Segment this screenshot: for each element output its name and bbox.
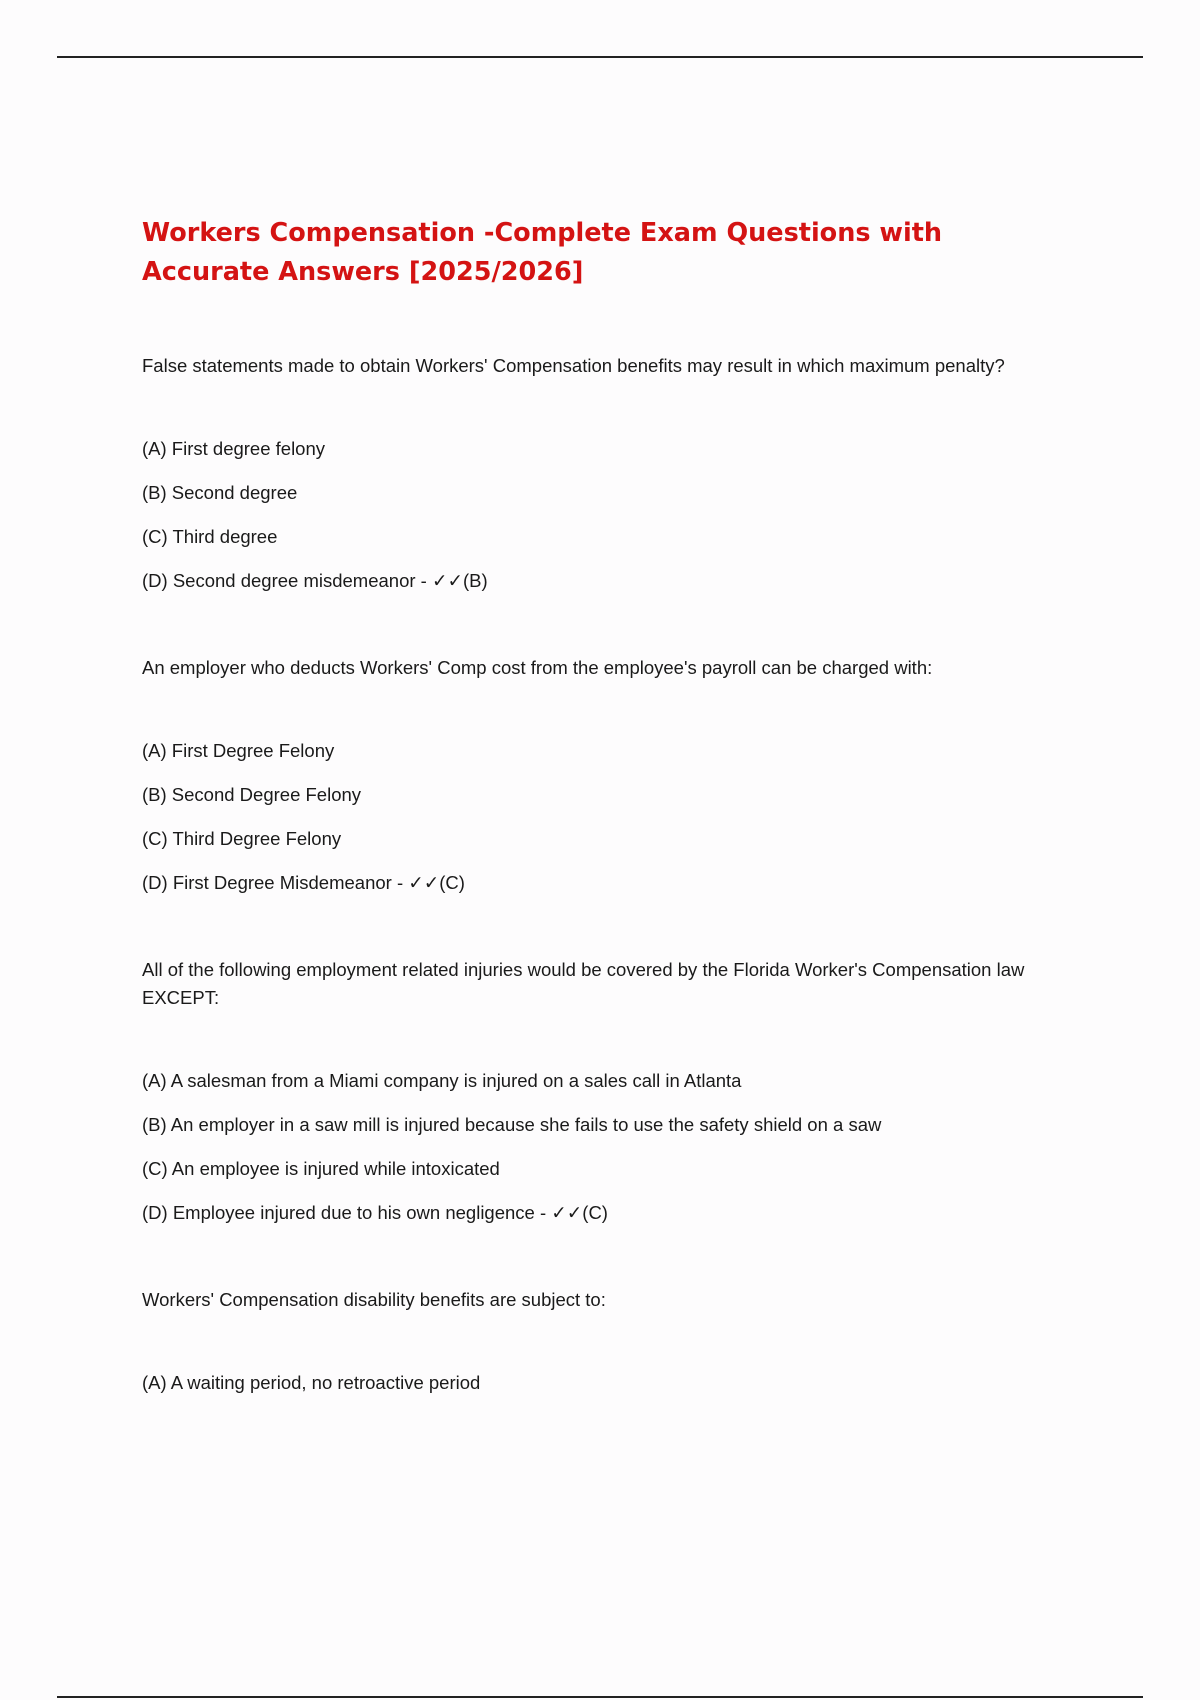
document-body <box>142 214 1042 1396</box>
answer-option: (B) An employer in a saw mill is injured because she fails to use the safety shield on a saw <box>142 1114 882 1135</box>
answer-option: (D) First Degree Misdemeanor - ✓✓(C) <box>142 872 465 893</box>
question-text: An employer who deducts Workers' Comp cost from the employee's payroll can be charged with: <box>142 657 933 678</box>
answer-option: (D) Second degree misdemeanor - ✓✓(B) <box>142 570 488 591</box>
answer-option: (C) Third Degree Felony <box>142 828 342 849</box>
question-text: All of the following employment related injuries would be covered by the Florida Worker's Compensation law EXCEPT: <box>142 959 1025 1008</box>
answer-option: (A) A salesman from a Miami company is injured on a sales call in Atlanta <box>142 1070 742 1091</box>
question-block-1 <box>142 352 1042 594</box>
document-title: Workers Compensation -Complete Exam Questions with Accurate Answers [2025/2026] <box>142 218 943 287</box>
answer-option: (B) Second Degree Felony <box>142 784 362 805</box>
question-text: Workers' Compensation disability benefits are subject to: <box>142 1289 606 1310</box>
question-block-2 <box>142 654 1042 896</box>
answer-option: (D) Employee injured due to his own negligence - ✓✓(C) <box>142 1202 608 1223</box>
answer-option: (A) A waiting period, no retroactive period <box>142 1372 481 1393</box>
answer-option: (C) Third degree <box>142 526 278 547</box>
top-rule <box>57 56 1143 58</box>
answer-option: (A) First degree felony <box>142 438 326 459</box>
question-text: False statements made to obtain Workers' Compensation benefits may result in which maximum penalty? <box>142 355 1005 376</box>
question-block-3 <box>142 956 1042 1226</box>
bottom-rule <box>57 1696 1143 1698</box>
answer-option: (A) First Degree Felony <box>142 740 335 761</box>
answer-option: (C) An employee is injured while intoxicated <box>142 1158 500 1179</box>
answer-option: (B) Second degree <box>142 482 298 503</box>
question-block-4 <box>142 1286 1042 1396</box>
